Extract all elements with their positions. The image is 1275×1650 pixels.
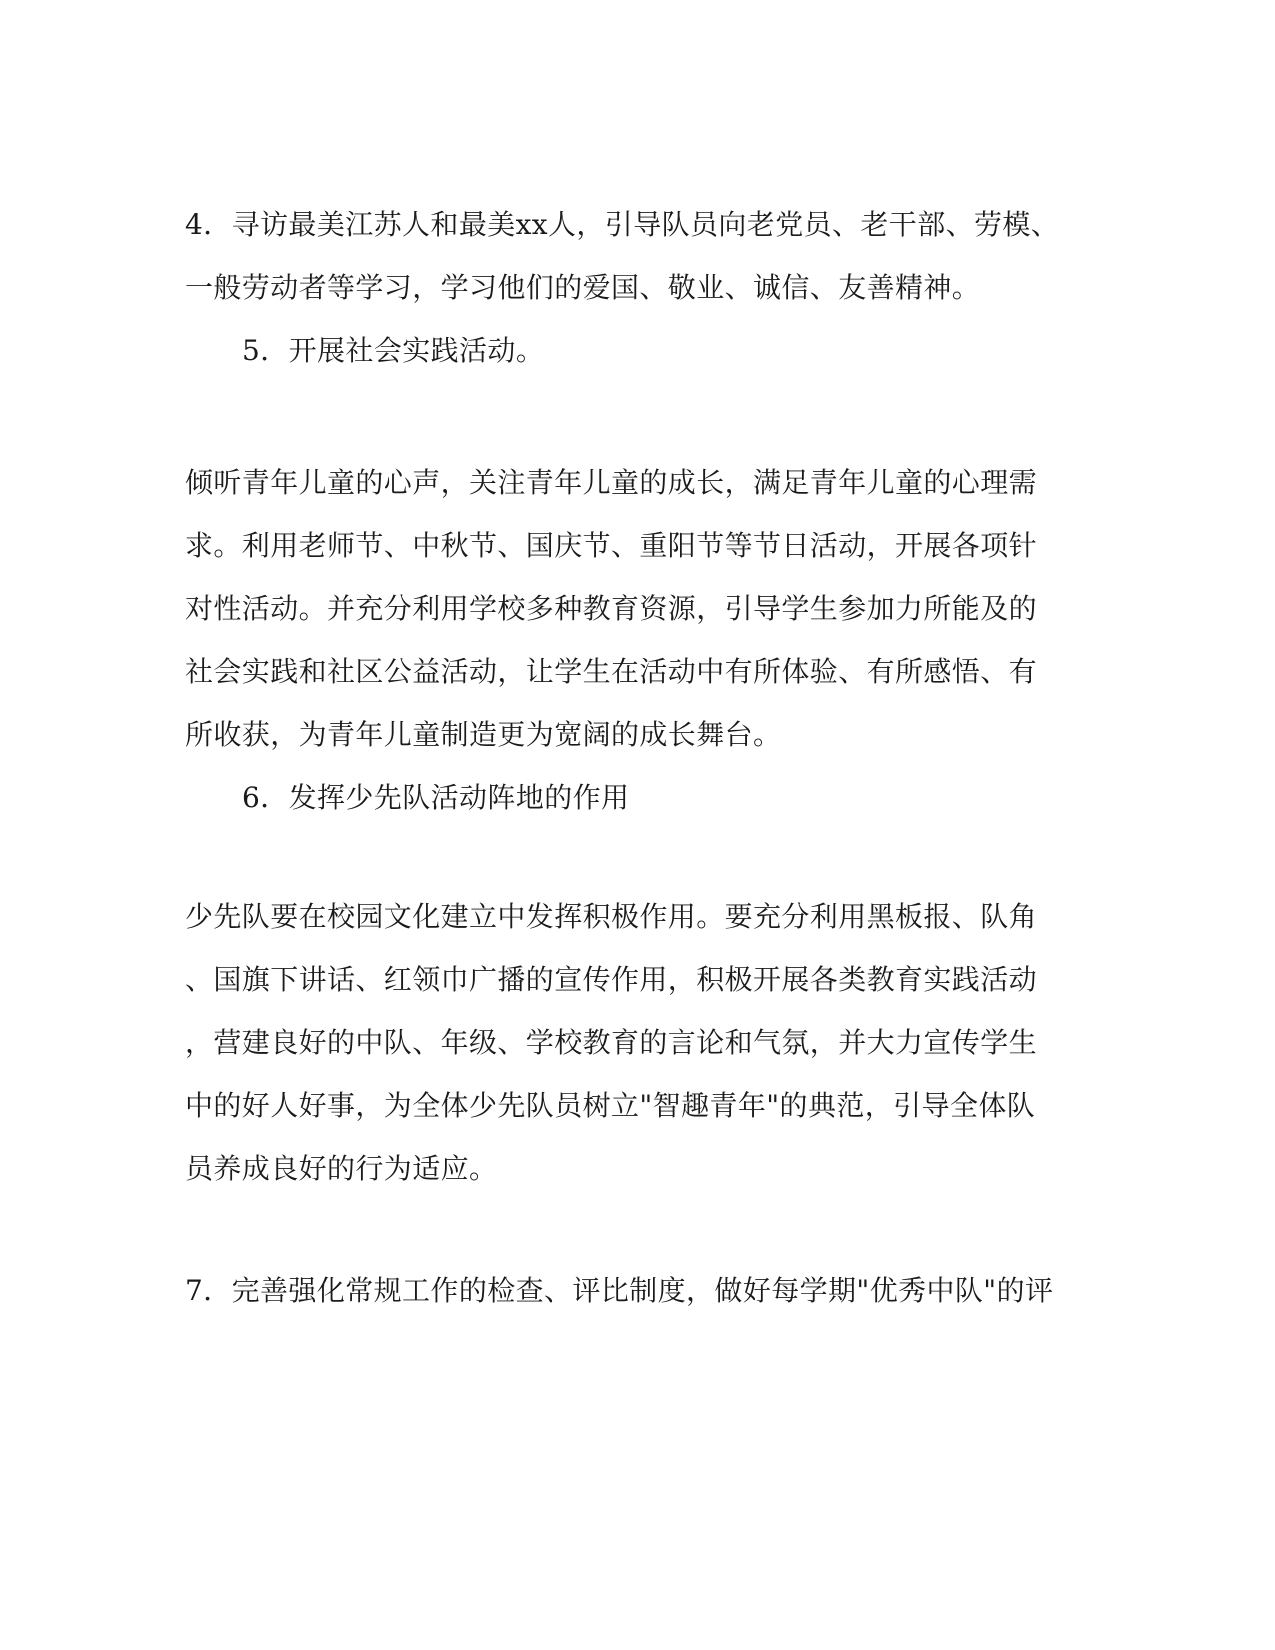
text-line: 、国旗下讲话、红领巾广播的宣传作用，积极开展各类教育实践活动 <box>185 963 1038 996</box>
text-line: 求。利用老师节、中秋节、国庆节、重阳节等节日活动，开展各项针 <box>185 529 1038 562</box>
text-line: 所收获，为青年儿童制造更为宽阔的成长舞台。 <box>185 718 782 751</box>
text-line: ，营建良好的中队、年级、学校教育的言论和气氛，并大力宣传学生 <box>185 1026 1038 1059</box>
section-heading: 5．开展社会实践活动。 <box>242 334 545 367</box>
text-line: 一般劳动者等学习，学习他们的爱国、敬业、诚信、友善精神。 <box>185 271 981 304</box>
text-line: 7．完善强化常规工作的检查、评比制度，做好每学期"优秀中队"的评 <box>185 1274 1054 1307</box>
section-heading: 6．发挥少先队活动阵地的作用 <box>242 781 630 814</box>
text-line: 少先队要在校园文化建立中发挥积极作用。要充分利用黑板报、队角 <box>185 900 1038 933</box>
text-line: 对性活动。并充分利用学校多种教育资源，引导学生参加力所能及的 <box>185 592 1038 625</box>
text-line: 中的好人好事，为全体少先队员树立"智趣青年"的典范，引导全体队 <box>185 1089 1036 1122</box>
text-line: 4．寻访最美江苏人和最美xx人，引导队员向老党员、老干部、劳模、 <box>185 208 1060 241</box>
text-line: 倾听青年儿童的心声，关注青年儿童的成长，满足青年儿童的心理需 <box>185 466 1038 499</box>
text-line: 员养成良好的行为适应。 <box>185 1152 498 1185</box>
text-line: 社会实践和社区公益活动，让学生在活动中有所体验、有所感悟、有 <box>185 655 1038 688</box>
